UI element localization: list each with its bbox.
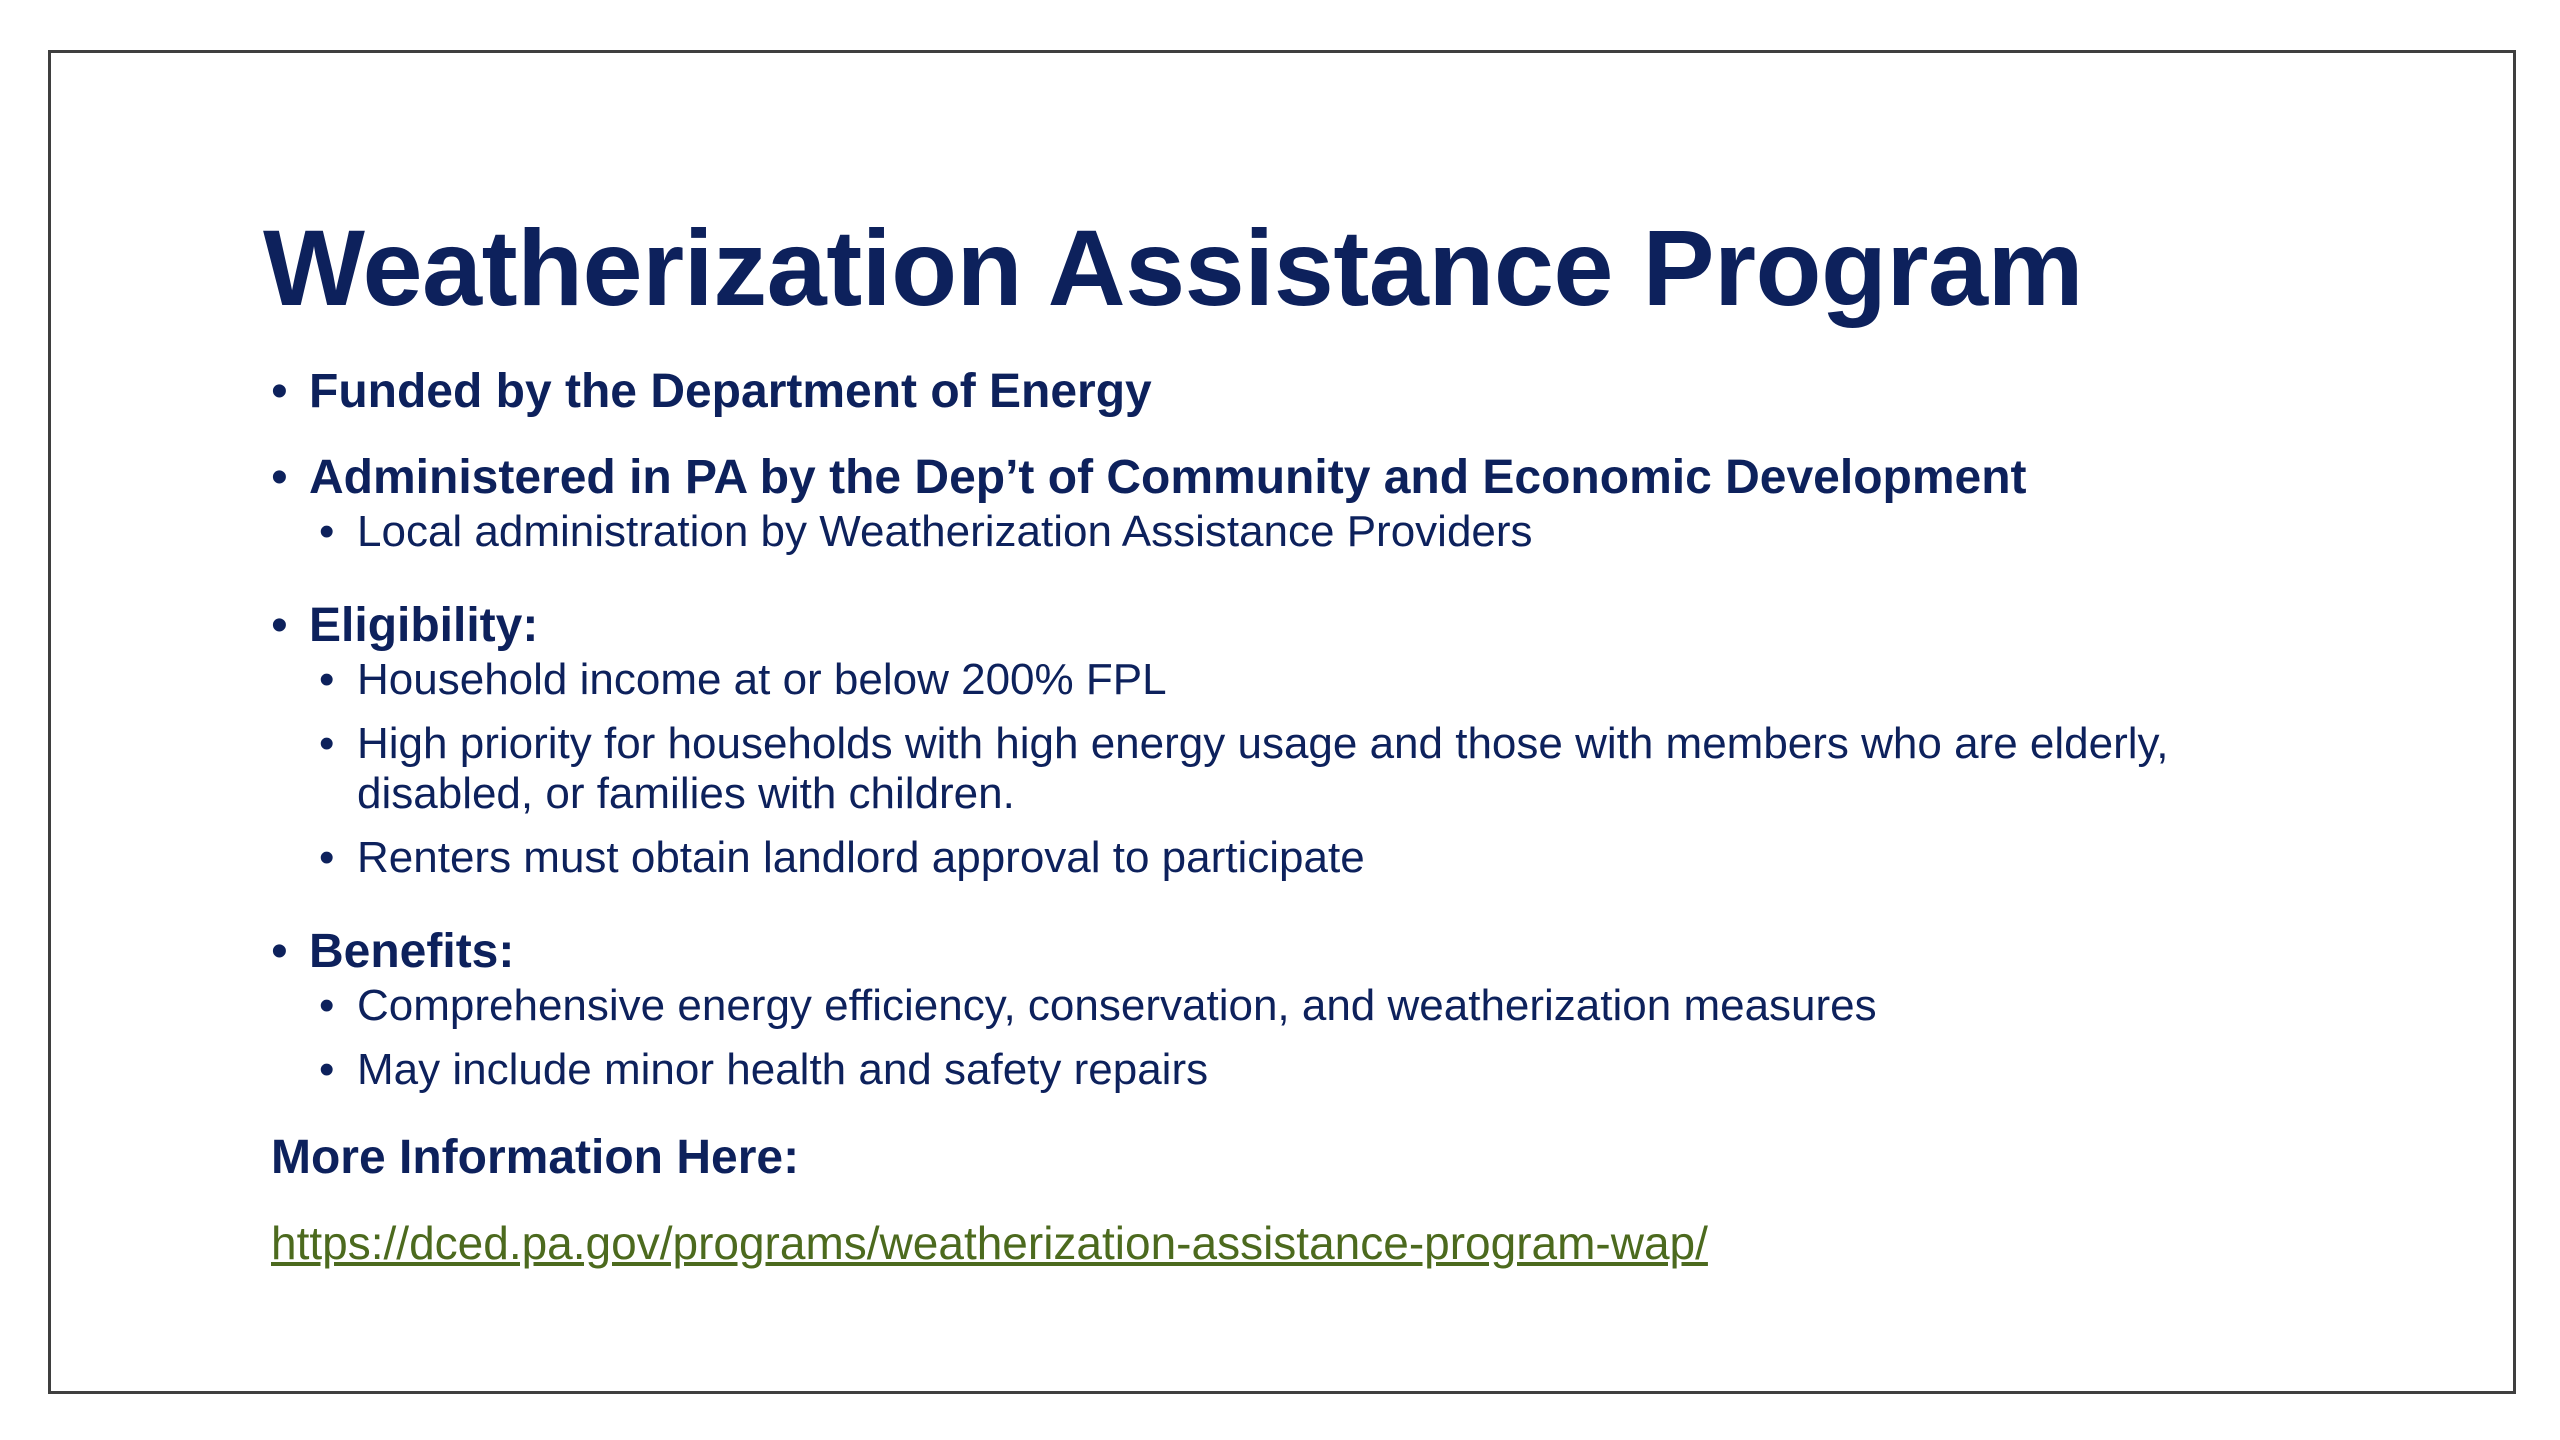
sub-bullet [319, 1045, 2257, 1095]
bullet-icon: • [319, 981, 335, 1030]
bullet-administered [271, 449, 2451, 507]
bullet-icon: • [271, 365, 288, 418]
sub-bullet [319, 833, 2257, 883]
slide [48, 50, 2516, 1394]
sub-bullet [319, 719, 2257, 819]
bullet-icon: • [319, 833, 335, 882]
bullet-eligibility [271, 597, 2451, 655]
slide-title: Weatherization Assistance Program [263, 207, 2084, 328]
sub-bullet-text: Household income at or below 200% FPL [357, 655, 1167, 704]
sub-bullet-text: May include minor health and safety repairs [357, 1045, 1209, 1094]
bullet-funded [271, 363, 2451, 421]
bullet-icon: • [319, 655, 335, 704]
bullet-icon: • [319, 719, 335, 768]
bullet-text: Eligibility: [309, 599, 539, 652]
bullet-icon: • [271, 599, 288, 652]
bullet-icon: • [271, 451, 288, 504]
bullet-text: Benefits: [309, 925, 515, 978]
slide-content [271, 363, 2451, 1271]
sub-bullet [319, 507, 2257, 557]
more-info-label: More Information Here: [271, 1131, 800, 1184]
bullet-benefits [271, 923, 2451, 981]
bullet-icon: • [319, 507, 335, 556]
sub-bullet-text: Comprehensive energy efficiency, conservation, and weatherization measures [357, 981, 1877, 1030]
bullet-text: Administered in PA by the Dep’t of Community and Economic Development [309, 451, 2027, 504]
sub-bullet [319, 981, 2257, 1031]
bullet-text: Funded by the Department of Energy [309, 365, 1152, 418]
bullet-icon: • [319, 1045, 335, 1094]
more-info-link[interactable]: https://dced.pa.gov/programs/weatherization-assistance-program-wap/ [271, 1217, 1708, 1269]
sub-bullet-text: Renters must obtain landlord approval to participate [357, 833, 1365, 882]
sub-bullet [319, 655, 2257, 705]
bullet-icon: • [271, 925, 288, 978]
sub-bullet-text: Local administration by Weatherization Assistance Providers [357, 507, 1533, 556]
sub-bullet-text: High priority for households with high energy usage and those with members who are elderly, disabled, or families with children. [357, 719, 2169, 818]
